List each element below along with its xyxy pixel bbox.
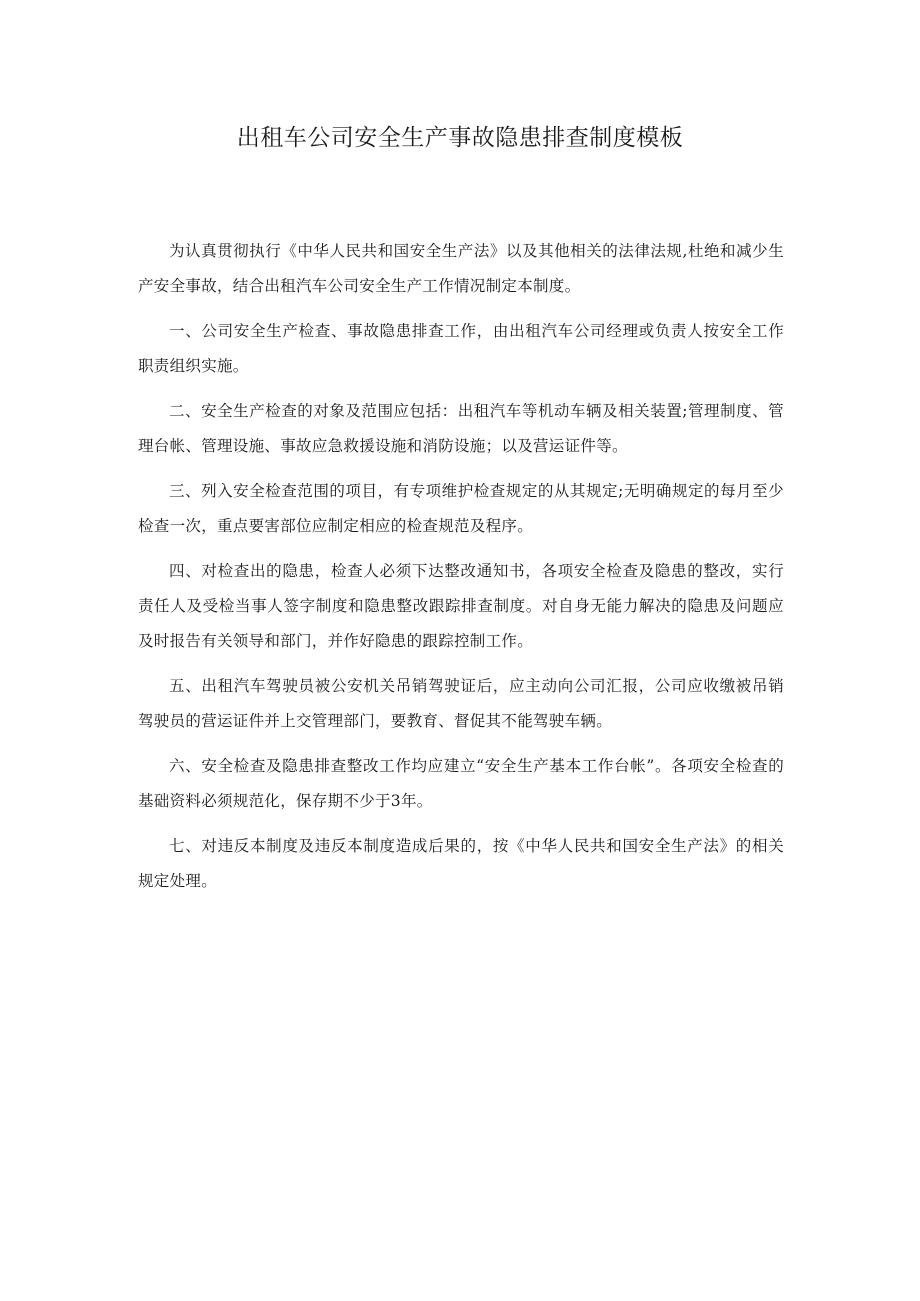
document-title: 出租车公司安全生产事故隐患排查制度模板 xyxy=(236,125,684,151)
paragraph-clause-5: 五、出租汽车驾驶员被公安机关吊销驾驶证后，应主动向公司汇报，公司应收缴被吊销驾驶员的营运证件并上交管理部门，要教育、督促其不能驾驶车辆。 xyxy=(138,677,784,730)
paragraph-intro: 为认真贯彻执行《中华人民共和国安全生产法》以及其他相关的法律法规,杜绝和减少生产安全事故，结合出租汽车公司安全生产工作情况制定本制度。 xyxy=(138,242,784,295)
paragraph-clause-7: 七、对违反本制度及违反本制度造成后果的，按《中华人民共和国安全生产法》的相关规定处理。 xyxy=(138,837,784,890)
paragraph-clause-1: 一、公司安全生产检查、事故隐患排查工作，由出租汽车公司经理或负责人按安全工作职责组织实施。 xyxy=(138,322,784,375)
paragraph-clause-3: 三、列入安全检查范围的项目，有专项维护检查规定的从其规定;无明确规定的每月至少检查一次，重点要害部位应制定相应的检查规范及程序。 xyxy=(138,482,784,535)
paragraph-clause-4: 四、对检查出的隐患，检查人必须下达整改通知书，各项安全检查及隐患的整改，实行责任人及受检当事人签字制度和隐患整改跟踪排查制度。对自身无能力解决的隐患及问题应及时报告有关领导和部门，并作好隐患的跟踪控制工作。 xyxy=(138,562,784,650)
document-body xyxy=(138,234,784,909)
paragraph-clause-6: 六、安全检查及隐患排查整改工作均应建立“安全生产基本工作台帐”。各项安全检查的基础资料必须规范化，保存期不少于3年。 xyxy=(138,757,784,810)
paragraph-clause-2: 二、安全生产检查的对象及范围应包括：出租汽车等机动车辆及相关装置;管理制度、管理台帐、管理设施、事故应急救援设施和消防设施；以及营运证件等。 xyxy=(138,402,784,455)
